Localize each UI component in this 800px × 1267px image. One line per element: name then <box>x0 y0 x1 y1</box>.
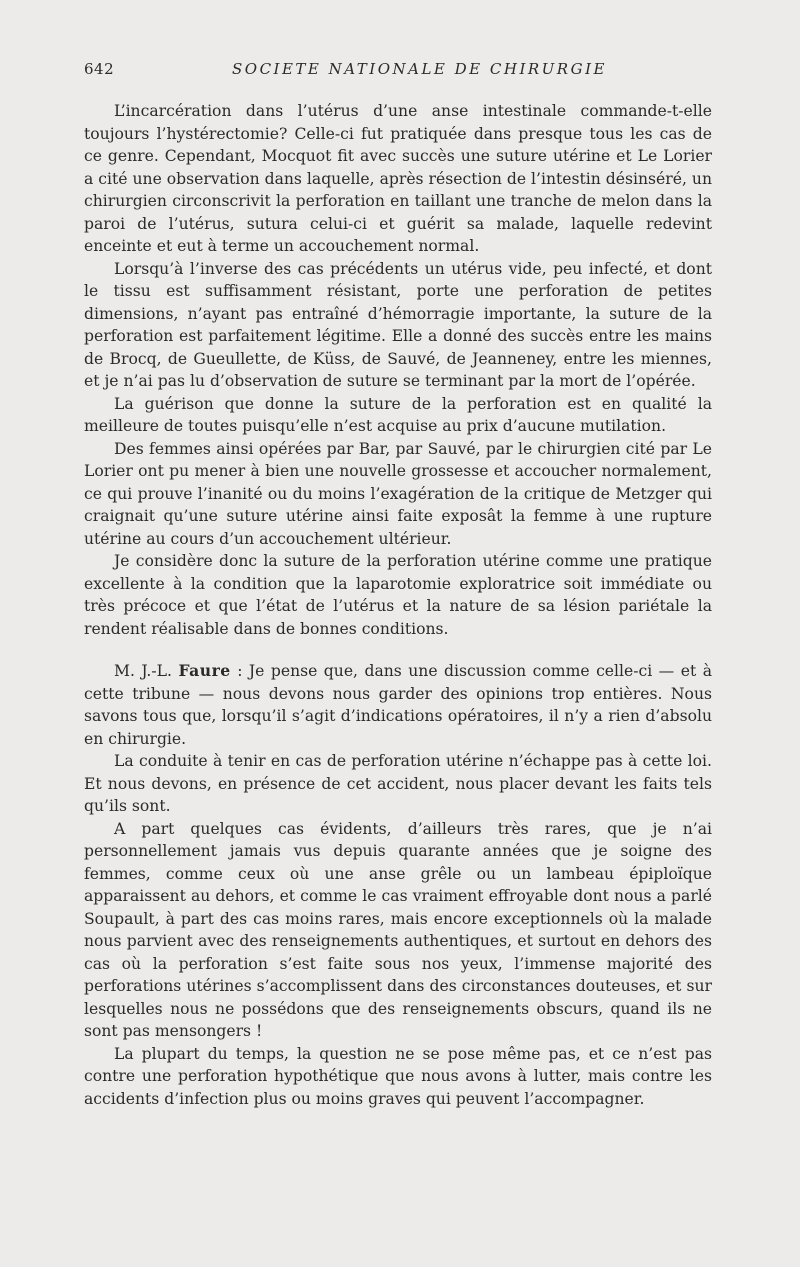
paragraph: La guérison que donne la suture de la perforation est en qualité la meilleure de toutes puisqu’elle n’est acquise au prix d’aucune mutilation. <box>84 394 712 435</box>
paragraph: Je considère donc la suture de la perforation utérine comme une pratique excellente à la condition que la laparotomie exploratrice soit immédiate ou très précoce et que l’état de l’utérus et la nature de sa lésion pariétale la rendent réalisable dans de bonnes conditions. <box>84 552 712 638</box>
paragraph: La plupart du temps, la question ne se pose même pas, et ce n’est pas contre une perforation hypothétique que nous avons à lutter, mais contre les accidents d’infection plus ou moins graves qui peuvent l’accompagner. <box>84 1044 712 1108</box>
speech-opening-text: : Je pense que, dans une discussion comme celle-ci — et à cette tribune — nous devons nous garder des opinions trop entières. Nous savons tous que, lorsqu’il s’agit d’indications opératoires, il n’y a rien d’absolu en chirurgie. <box>84 662 712 748</box>
speech-opening-paragraph <box>84 660 712 750</box>
page-header <box>84 60 714 84</box>
page-number: 642 <box>84 60 115 78</box>
paragraph: Des femmes ainsi opérées par Bar, par Sauvé, par le chirurgien cité par Le Lorier ont pu mener à bien une nouvelle grossesse et accoucher normalement, ce qui prouve l’inanité ou du moins l’exagération de la critique de Metzger qui craignait qu’une suture utérine ainsi faite exposât la femme à une rupture utérine au cours d’un accouchement ultérieur. <box>84 439 712 548</box>
speaker-prefix: M. J.-L. <box>114 662 179 680</box>
running-title: SOCIETE NATIONALE DE CHIRURGIE <box>232 60 607 78</box>
body-text <box>84 100 712 1110</box>
section-gap <box>84 640 712 660</box>
paragraph: A part quelques cas évidents, d’ailleurs très rares, que je n’ai personnellement jamais vus depuis quarante années que je soigne des femmes, comme ceux où une anse grêle ou un lambeau épiploïque apparaissent au dehors, et comme le cas vraiment effroyable dont nous a parlé Soupault, à part des cas moins rares, mais encore exceptionnels où la malade nous parvient avec des renseignements authentiques, et surtout en dehors des cas où la perforation s’est faite sous nos yeux, l’immense majorité des perforations utérines s’accomplissent dans des circonstances douteuses, et sur lesquelles nous ne possédons que des renseignements obscurs, quand ils ne sont pas mensongers ! <box>84 819 712 1040</box>
paragraph: L’incarcération dans l’utérus d’une anse intestinale commande-t-elle toujours l’hystérectomie? Celle-ci fut pratiquée dans presque tous les cas de ce genre. Cependant, Mocquot fit avec succès une suture utérine et Le Lorier a cité une observation dans laquelle, après résection de l’intestin désinséré, un chirurgien circonscrivit la perforation en taillant une tranche de melon dans la paroi de l’utérus, sutura celui-ci et guérit sa malade, laquelle redevint enceinte et eut à terme un accouchement normal. <box>84 102 712 255</box>
speaker-name: Faure <box>178 661 231 680</box>
paragraph: La conduite à tenir en cas de perforation utérine n’échappe pas à cette loi. Et nous devons, en présence de cet accident, nous placer devant les faits tels qu’ils sont. <box>84 752 712 815</box>
paragraph: Lorsqu’à l’inverse des cas précédents un utérus vide, peu infecté, et dont le tissu est suffisamment résistant, porte une perforation de petites dimensions, n’ayant pas entraîné d’hémorragie importante, la suture de la perforation est parfaitement légitime. Elle a donné des succès entre les mains de Brocq, de Gueullette, de Küss, de Sauvé, de Jeanneney, entre les miennes, et je n’ai pas lu d’observation de suture se terminant par la mort de l’opérée. <box>84 259 712 390</box>
